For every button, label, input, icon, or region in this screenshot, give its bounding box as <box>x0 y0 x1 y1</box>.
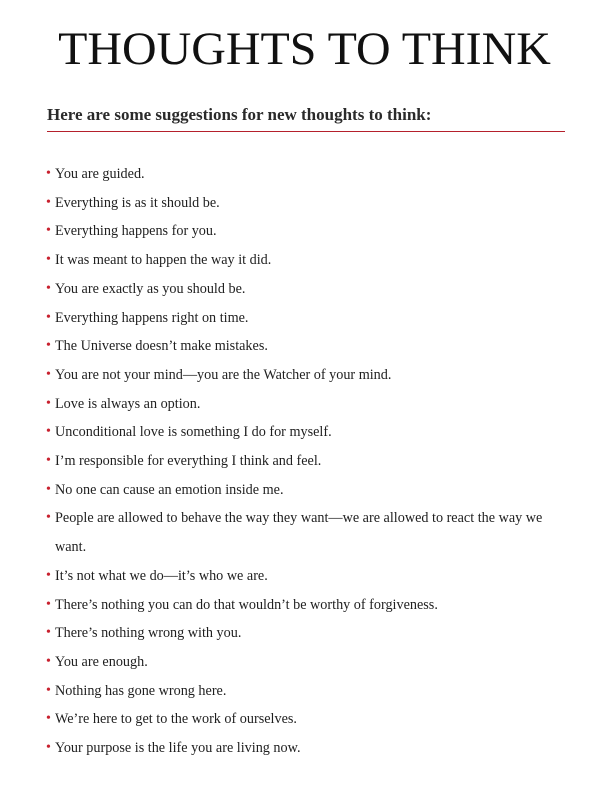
list-item <box>46 734 566 763</box>
list-item-text: Everything is as it should be. <box>55 194 220 211</box>
bullet-icon: • <box>46 682 51 698</box>
list-item-text: It was meant to happen the way it did. <box>55 252 272 269</box>
list-item <box>46 217 566 246</box>
bullet-icon: • <box>46 510 51 526</box>
list-item <box>46 476 566 505</box>
list-item-text: The Universe doesn’t make mistakes. <box>55 338 268 355</box>
bullet-icon: • <box>46 567 51 583</box>
list-item <box>46 677 566 706</box>
bullet-icon: • <box>46 481 51 497</box>
list-item-text: Nothing has gone wrong here. <box>55 682 227 699</box>
list-item <box>46 189 566 218</box>
bullet-icon: • <box>46 453 51 469</box>
list-item <box>46 619 566 648</box>
list-item-text: There’s nothing you can do that wouldn’t be worthy of forgiveness. <box>55 596 438 613</box>
bullet-icon: • <box>46 395 51 411</box>
bullet-icon: • <box>46 338 51 354</box>
list-item-text: You are guided. <box>55 166 145 182</box>
bullet-icon: • <box>46 625 51 641</box>
list-item-text: There’s nothing wrong with you. <box>55 625 242 642</box>
bullet-icon: • <box>46 280 51 296</box>
bullet-icon: • <box>46 740 51 756</box>
list-item-text: Love is always an option. <box>55 395 201 412</box>
bullet-icon: • <box>46 366 51 382</box>
bullet-icon: • <box>46 711 51 727</box>
list-item-text: I’m responsible for everything I think and feel. <box>55 453 322 470</box>
list-item <box>46 591 566 620</box>
list-item <box>46 418 566 447</box>
bullet-icon: • <box>46 596 51 612</box>
bullet-icon: • <box>46 166 51 181</box>
list-item-text: We’re here to get to the work of ourselves. <box>55 711 297 728</box>
list-item <box>46 304 566 333</box>
bullet-icon: • <box>46 309 51 325</box>
page-title: THOUGHTS TO THINK <box>58 23 551 75</box>
list-item <box>46 447 566 476</box>
list-item-text: Everything happens right on time. <box>55 309 249 326</box>
section-heading: Here are some suggestions for new thoughts to think: <box>47 104 565 132</box>
list-item <box>46 361 566 390</box>
list-item-text: You are enough. <box>55 653 148 670</box>
list-item <box>46 648 566 677</box>
list-item-text: It’s not what we do—it’s who we are. <box>55 567 268 584</box>
list-item-text: People are allowed to behave the way they want—we are allowed to react the way we want. <box>55 510 543 556</box>
bullet-icon: • <box>46 424 51 440</box>
list-item-text: You are not your mind—you are the Watcher of your mind. <box>55 366 392 383</box>
list-item <box>46 160 566 189</box>
list-item <box>46 562 566 591</box>
list-item-text: Everything happens for you. <box>55 223 217 240</box>
list-item-text: Unconditional love is something I do for myself. <box>55 424 332 441</box>
bullet-icon: • <box>46 653 51 669</box>
list-item-text: Your purpose is the life you are living now. <box>55 740 301 757</box>
bullet-icon: • <box>46 194 51 210</box>
list-item <box>46 705 566 734</box>
bullet-icon: • <box>46 223 51 239</box>
list-item <box>46 390 566 419</box>
list-item-text: You are exactly as you should be. <box>55 280 246 297</box>
list-item-text: No one can cause an emotion inside me. <box>55 481 284 498</box>
list-item <box>46 275 566 304</box>
list-item <box>46 332 566 361</box>
list-item <box>46 504 566 561</box>
bullet-icon: • <box>46 252 51 268</box>
list-item <box>46 246 566 275</box>
thoughts-list <box>46 160 566 763</box>
